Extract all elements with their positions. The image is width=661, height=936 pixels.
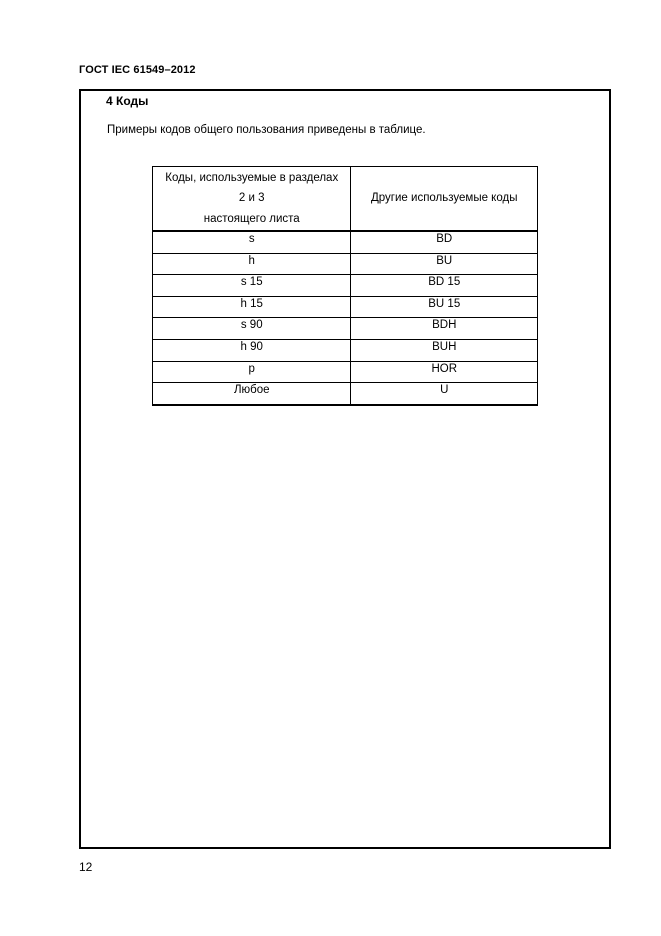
table-cell-code: Любое xyxy=(153,383,351,405)
header-line: настоящего листа xyxy=(203,212,300,225)
header-line: Коды, используемые в разделах xyxy=(165,171,339,184)
table-header-other-codes: Другие используемые коды xyxy=(351,167,538,232)
table-cell-other-code: U xyxy=(351,383,538,405)
table-cell-code: s xyxy=(153,231,351,253)
table-cell-other-code: BU xyxy=(351,253,538,275)
codes-table xyxy=(152,166,538,406)
table-cell-other-code: BD xyxy=(351,231,538,253)
header-line: 2 и 3 xyxy=(238,192,265,205)
table-row xyxy=(153,296,538,318)
table-cell-other-code: BUH xyxy=(351,339,538,361)
table-row xyxy=(153,383,538,405)
table-cell-code: s 90 xyxy=(153,318,351,340)
page-number: 12 xyxy=(79,860,93,874)
table-header-row xyxy=(153,167,538,232)
table-cell-code: h xyxy=(153,253,351,275)
document-header: ГОСТ IEC 61549–2012 xyxy=(79,64,196,76)
table-cell-code: h 15 xyxy=(153,296,351,318)
page-frame xyxy=(79,89,611,849)
section-title: 4 Коды xyxy=(106,94,149,108)
table-row xyxy=(153,275,538,297)
table-cell-code: h 90 xyxy=(153,339,351,361)
table-cell-code: s 15 xyxy=(153,275,351,297)
table-row xyxy=(153,318,538,340)
table-row xyxy=(153,231,538,253)
intro-paragraph: Примеры кодов общего пользования приведены в таблице. xyxy=(107,124,426,136)
table-header-codes-used xyxy=(153,167,351,232)
table-cell-other-code: HOR xyxy=(351,361,538,383)
table-cell-other-code: BU 15 xyxy=(351,296,538,318)
table-cell-other-code: BD 15 xyxy=(351,275,538,297)
table-row xyxy=(153,361,538,383)
table-cell-other-code: BDH xyxy=(351,318,538,340)
table-row xyxy=(153,339,538,361)
table-row xyxy=(153,253,538,275)
table-cell-code: p xyxy=(153,361,351,383)
